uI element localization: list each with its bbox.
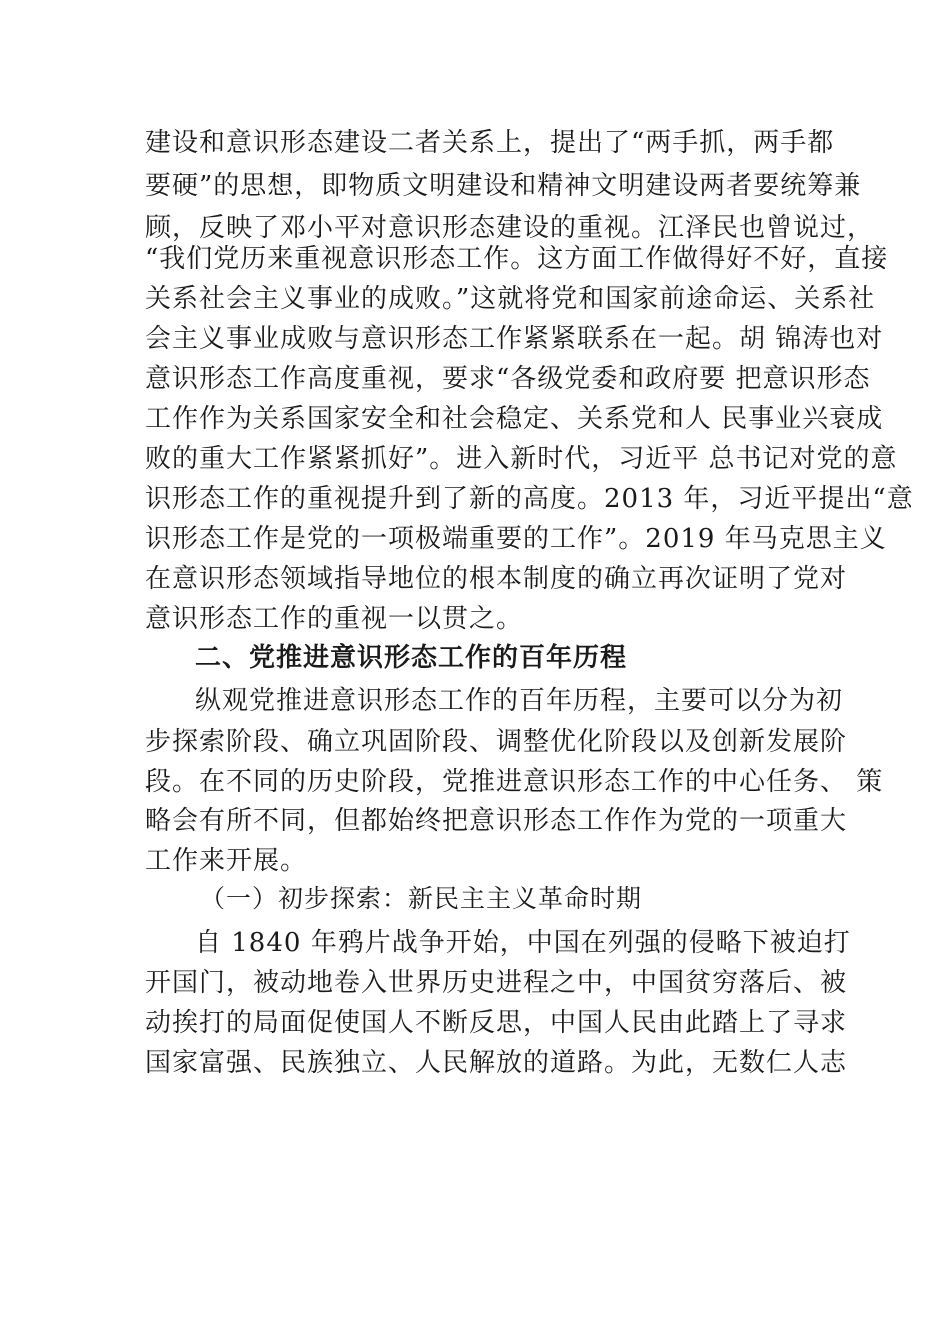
paragraph-line: 意识形态工作高度重视，要求“各级党委和政府要 把意识形态 xyxy=(145,364,871,394)
paragraph-line: 意识形态工作的重视一以贯之。 xyxy=(145,604,524,634)
paragraph-line: 步探索阶段、确立巩固阶段、调整优化阶段以及创新发展阶 xyxy=(145,727,848,757)
paragraph-line: 在意识形态领域指导地位的根本制度的确立再次证明了党对 xyxy=(145,564,848,594)
paragraph-line: 工作来开展。 xyxy=(145,846,308,876)
paragraph-line: 败的重大工作紧紧抓好”。进入新时代，习近平 总书记对党的意 xyxy=(145,444,898,474)
paragraph-line: 段。在不同的历史阶段，党推进意识形态工作的中心任务、 策 xyxy=(145,767,884,797)
paragraph-line: 识形态工作是党的一项极端重要的工作”。2019 年马克思主义 xyxy=(145,524,887,554)
paragraph-line: 顾，反映了邓小平对意识形态建设的重视。江泽民也曾说过， xyxy=(145,213,875,243)
paragraph-line: 关系社会主义事业的成败。”这就将党和国家前途命运、关系社 xyxy=(145,284,876,314)
subsection-heading: （一）初步探索：新民主主义革命时期 xyxy=(200,884,643,913)
paragraph-line: 会主义事业成败与意识形态工作紧紧联系在一起。胡 锦涛也对 xyxy=(145,324,884,354)
section-heading: 二、党推进意识形态工作的百年历程 xyxy=(195,643,628,673)
paragraph-line: 国家富强、民族独立、人民解放的道路。为此，无数仁人志 xyxy=(145,1048,848,1078)
paragraph-line: 建设和意识形态建设二者关系上，提出了“两手抓，两手都 xyxy=(145,128,835,158)
paragraph-line: 开国门，被动地卷入世界历史进程之中，中国贫穷落后、被 xyxy=(145,968,848,998)
paragraph-line: “我们党历来重视意识形态工作。这方面工作做得好不好，直接 xyxy=(145,244,889,274)
paragraph-line: 纵观党推进意识形态工作的百年历程，主要可以分为初 xyxy=(195,686,844,716)
paragraph-line: 要硬”的思想，即物质文明建设和精神文明建设两者要统筹兼 xyxy=(145,171,862,201)
paragraph-line: 识形态工作的重视提升到了新的高度。2013 年，习近平提出“意 xyxy=(145,484,914,514)
paragraph-line: 工作作为关系国家安全和社会稳定、关系党和人 民事业兴衰成 xyxy=(145,404,884,434)
paragraph-line: 略会有所不同，但都始终把意识形态工作作为党的一项重大 xyxy=(145,806,848,836)
paragraph-line: 动挨打的局面促使国人不断反思，中国人民由此踏上了寻求 xyxy=(145,1008,848,1038)
paragraph-line: 自 1840 年鸦片战争开始，中国在列强的侵略下被迫打 xyxy=(195,928,851,958)
